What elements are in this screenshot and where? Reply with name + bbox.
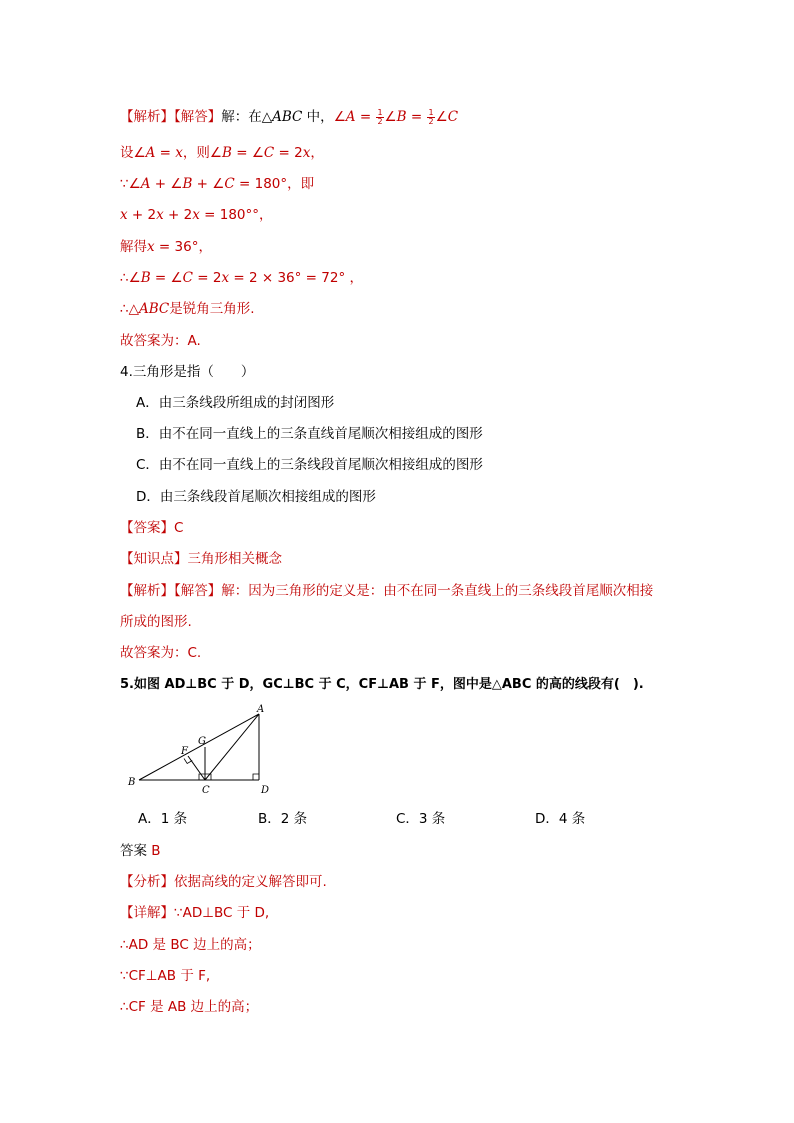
q4-option-a: A．由三条线段所组成的封闭图形 [136, 395, 335, 411]
q5-answer: 答案 B [120, 843, 161, 859]
q5-detail-4: ∴CF 是 AB 边上的高； [120, 999, 259, 1015]
q5-detail-3: ∵CF⊥AB 于 F, [120, 968, 211, 984]
q4-option-c: C．由不在同一直线上的三条线段首尾顺次相接组成的图形 [136, 457, 483, 473]
q5-choice-a: A．1 条 [138, 811, 188, 827]
q4-answer: 【答案】C [120, 520, 184, 536]
q5-choice-c: C．3 条 [396, 811, 446, 827]
q5-choice-d: D．4 条 [535, 811, 586, 827]
label-b: B [128, 777, 136, 788]
q3-line-4: x + 2x + 2x = 180°°， [120, 207, 273, 223]
q3-analysis-line: 【解析】【解答】解：在△ABC 中，∠A = $\frac{1}{2}$ ∠B = $\frac{1}{2}$ ∠C [120, 107, 459, 126]
label-a: A [257, 704, 265, 715]
q3-line-6: ∴∠B = ∠C = 2x = 2 × 36° = 72° ， [120, 270, 363, 286]
q3-line-5: 解得x = 36°， [120, 239, 212, 255]
q4-analysis-1: 【解析】【解答】解：因为三角形的定义是：由不在同一条直线上的三条线段首尾顺次相接 [120, 583, 654, 599]
half-fraction-2: $\frac{1}{2}$ [428, 107, 434, 126]
q4-knowledge: 【知识点】三角形相关概念 [120, 551, 282, 567]
q3-line-3: ∵∠A + ∠B + ∠C = 180°，即 [120, 176, 315, 192]
q4-stem: 4.三角形是指（ ） [120, 364, 255, 380]
q3-line-7: ∴△ABC是锐角三角形. [120, 301, 255, 317]
q5-detail-2: ∴AD 是 BC 边上的高； [120, 937, 261, 953]
q3-analysis-label: 【解析】【解答】 [120, 109, 222, 125]
q3-line-2: 设∠A = x，则∠B = ∠C = 2x， [120, 145, 324, 161]
q3-final-answer: 故答案为：A. [120, 333, 201, 349]
right-angle-f [184, 759, 192, 764]
q5-stem: 5.如图 AD⊥BC 于 D，GC⊥BC 于 C，CF⊥AB 于 F，图中是△ABC 的高的线段有( ). [120, 677, 644, 692]
right-angle-d [253, 774, 259, 780]
q5-analysis: 【分析】依据高线的定义解答即可. [120, 874, 327, 890]
q5-detail-1: 【详解】∵AD⊥BC 于 D, [120, 905, 270, 921]
segment-ba [139, 714, 259, 780]
q4-option-b: B．由不在同一直线上的三条直线首尾顺次相接组成的图形 [136, 426, 483, 442]
label-d: D [261, 785, 270, 796]
label-c: C [202, 785, 210, 796]
q4-analysis-2: 所成的图形. [120, 614, 192, 630]
geometry-figure [118, 700, 288, 796]
q4-final: 故答案为：C. [120, 645, 202, 661]
half-fraction: $\frac{1}{2}$ [377, 107, 383, 126]
label-g: G [198, 736, 206, 747]
label-f: F [181, 746, 188, 757]
q5-choice-b: B．2 条 [258, 811, 308, 827]
q4-option-d: D．由三条线段首尾顺次相接组成的图形 [136, 489, 376, 505]
segment-cf [188, 756, 205, 780]
segment-ac [205, 714, 259, 780]
